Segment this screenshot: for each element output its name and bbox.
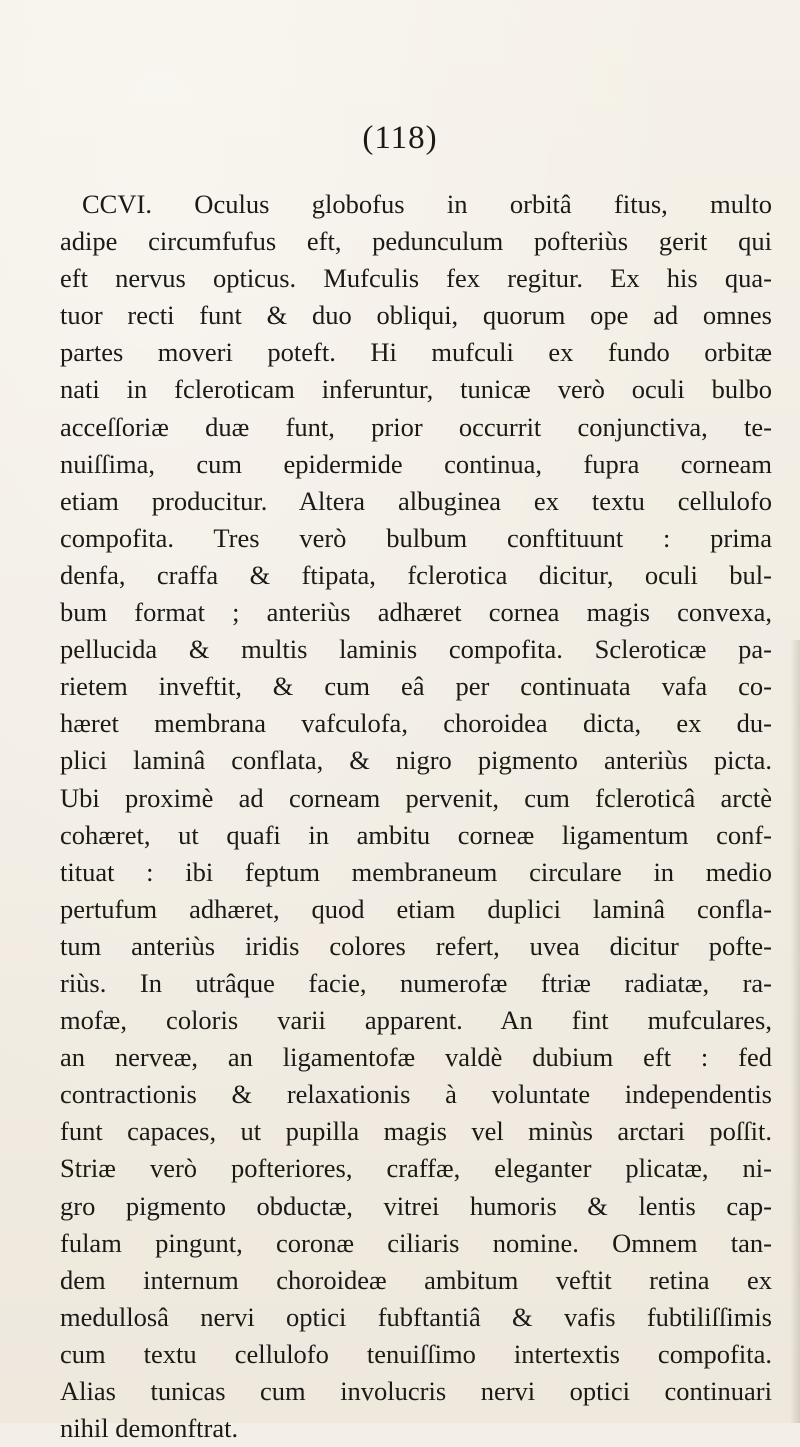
text-line: rietem inveftit, & cum eâ per continuata vafa co- xyxy=(60,671,772,702)
text-line: an nerveæ, an ligamentofæ valdè dubium eft : fed xyxy=(60,1042,772,1073)
text-line: hæret membrana vafculofa, choroidea dicta, ex du- xyxy=(60,708,772,739)
body-text xyxy=(60,186,772,1447)
text-line: denfa, craffa & ftipata, fclerotica dicitur, oculi bul- xyxy=(60,559,772,590)
text-line: etiam producitur. Altera albuginea ex textu cellulofo xyxy=(60,485,772,516)
text-line: plici laminâ conflata, & nigro pigmento anteriùs picta. xyxy=(60,745,772,776)
page-binding-edge xyxy=(790,640,800,1423)
text-line: dem internum choroideæ ambitum veftit retina ex xyxy=(60,1264,772,1295)
text-line: tuor recti funt & duo obliqui, quorum ope ad omnes xyxy=(60,300,772,331)
text-line: nuiſſima, cum epidermide continua, fupra corneam xyxy=(60,448,772,479)
text-line: cohæret, ut quafi in ambitu corneæ ligamentum conf- xyxy=(60,819,772,850)
text-line: nihil demonftrat. xyxy=(60,1413,239,1444)
text-line: bum format ; anteriùs adhæret cornea magis convexa, xyxy=(60,597,772,628)
text-line: partes moveri poteft. Hi mufculi ex fundo orbitæ xyxy=(60,337,772,368)
text-line: pellucida & multis laminis compofita. Scleroticæ pa- xyxy=(60,634,772,665)
text-line: Striæ verò pofteriores, craffæ, eleganter plicatæ, ni- xyxy=(60,1153,772,1184)
text-line: nati in fcleroticam inferuntur, tunicæ verò oculi bulbo xyxy=(60,374,772,405)
text-line: eft nervus opticus. Mufculis fex regitur. Ex his qua- xyxy=(60,263,772,294)
text-line: gro pigmento obductæ, vitrei humoris & lentis cap- xyxy=(60,1190,772,1221)
text-line: compofita. Tres verò bulbum conftituunt : prima xyxy=(60,522,772,553)
text-line: contractionis & relaxationis à voluntate independentis xyxy=(60,1079,772,1110)
text-line: tum anteriùs iridis colores refert, uvea dicitur pofte- xyxy=(60,930,772,961)
text-line: fulam pingunt, coronæ ciliaris nomine. Omnem tan- xyxy=(60,1227,772,1258)
text-line: pertufum adhæret, quod etiam duplici laminâ confla- xyxy=(60,893,772,924)
text-line: funt capaces, ut pupilla magis vel minùs arctari poſſit. xyxy=(60,1116,772,1147)
text-line: Ubi proximè ad corneam pervenit, cum fcleroticâ arctè xyxy=(60,782,772,813)
text-line: adipe circumfufus eft, pedunculum pofteriùs gerit qui xyxy=(60,226,772,257)
text-line: CCVI. Oculus globofus in orbitâ fitus, multo xyxy=(82,189,772,219)
text-line: mofæ, coloris varii apparent. An fint mufculares, xyxy=(60,1005,772,1036)
text-line: riùs. In utrâque facie, numerofæ ftriæ radiatæ, ra- xyxy=(60,967,772,998)
text-line: medullosâ nervi optici fubftantiâ & vafis fubtiliſſimis xyxy=(60,1301,772,1332)
text-line: acceſſoriæ duæ funt, prior occurrit conjunctiva, te- xyxy=(60,411,772,442)
text-line: cum textu cellulofo tenuiſſimo intertextis compofita. xyxy=(60,1338,772,1369)
text-line: Alias tunicas cum involucris nervi optici continuari xyxy=(60,1376,772,1406)
text-line: tituat : ibi feptum membraneum circulare in medio xyxy=(60,856,772,887)
page-number: (118) xyxy=(362,120,438,156)
